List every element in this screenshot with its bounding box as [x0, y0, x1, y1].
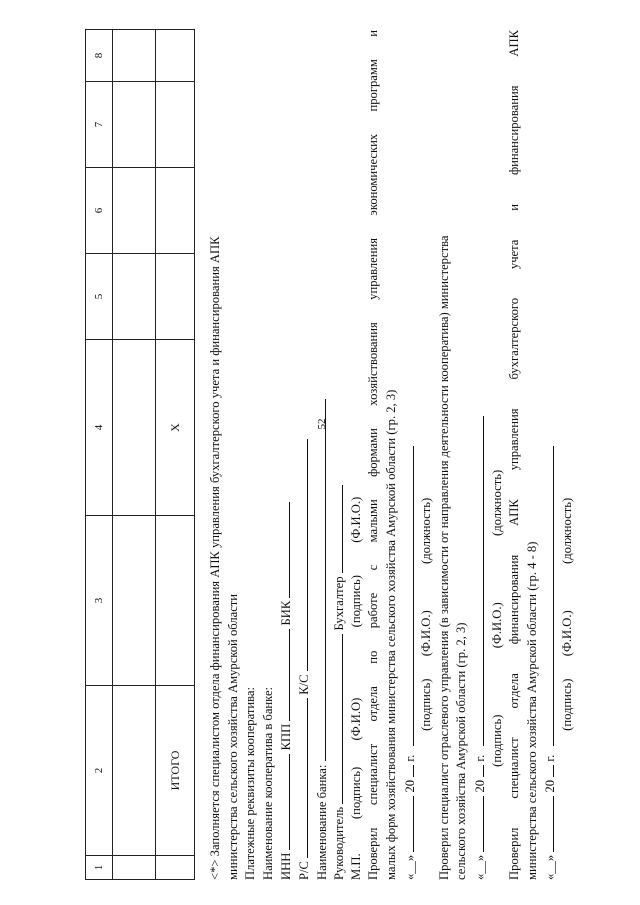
check-1-line-continued: малых форм хозяйствования министерства сельского хозяйства Амурской области (гр. 2, 3): [383, 389, 398, 880]
table-cell: [113, 340, 156, 516]
column-header: 7: [86, 82, 113, 168]
page-number: 52: [316, 418, 328, 430]
bik-blank: [277, 502, 290, 598]
signatories-line: [330, 30, 348, 880]
date-year-blank: [541, 765, 554, 777]
date-g: г.: [402, 754, 417, 762]
ks-blank: [295, 439, 308, 671]
check-2-signature-blank: [471, 416, 484, 746]
table-cell: [156, 30, 195, 82]
date-open: «__»: [472, 854, 487, 880]
form-notes: [207, 30, 576, 880]
table-cell: [113, 168, 156, 254]
date-year-blank: [471, 765, 484, 777]
column-header: 2: [86, 686, 113, 856]
date-open: «__»: [402, 854, 417, 880]
position-caption: (должность): [559, 497, 574, 564]
head-signature-blank: [330, 634, 343, 804]
rs-ks-line: [295, 30, 313, 880]
date-year-blank: [401, 765, 414, 777]
bank-name-label: Наименование банка:: [314, 764, 329, 880]
column-header: 1: [86, 856, 113, 880]
table-cell: [156, 82, 195, 168]
bik-label: БИК: [279, 600, 294, 626]
coop-bank-name-label: Наименование кооператива в банке:: [260, 686, 275, 880]
date-month-blank: [471, 796, 484, 852]
signature-caption: (подпись): [559, 678, 574, 731]
check-3-sign-line: [541, 30, 559, 880]
table-cell: [113, 254, 156, 340]
total-col4-mark: X: [156, 340, 195, 516]
accountant-signature-blank: [330, 485, 343, 573]
table-cell: [113, 856, 156, 880]
position-caption: (должность): [489, 469, 504, 536]
data-table: [85, 29, 195, 880]
kpp-label: КПП: [279, 723, 294, 751]
check-3-signature-blank: [541, 446, 554, 746]
check-3-line: Проверил специалист отдела финансирования АПК управления бухгалтерского учета и финансирования АПК: [507, 30, 522, 880]
date-g: г.: [543, 754, 558, 762]
date-month-blank: [401, 796, 414, 852]
mp-label: М.П.: [348, 853, 363, 880]
inn-blank: [277, 754, 290, 850]
signature-captions-line: [348, 30, 366, 880]
table-cell: [156, 254, 195, 340]
signature-caption: (подпись): [348, 766, 363, 820]
table-row: [113, 30, 156, 880]
table-cell: [113, 82, 156, 168]
signature-caption: (подпись): [419, 678, 434, 731]
column-header: 8: [86, 30, 113, 82]
rotated-page-content: [85, 30, 574, 880]
position-caption: (должность): [419, 497, 434, 564]
date-year: 20: [543, 779, 558, 793]
fio-caption: (Ф.И.О.): [559, 610, 574, 657]
kpp-blank: [277, 629, 290, 721]
date-year: 20: [402, 779, 417, 793]
inn-kpp-bik-line: [277, 30, 295, 880]
fio-caption: (Ф.И.О.): [348, 496, 363, 543]
check-2-line-continued: сельского хозяйства Амурской области (гр. 2, 3): [454, 622, 469, 880]
table-cell: [156, 168, 195, 254]
footnote-continued: министерства сельского хозяйства Амурской области: [225, 593, 240, 880]
inn-label: ИНН: [279, 852, 294, 880]
ks-label: К/С: [296, 674, 311, 695]
accountant-label: Бухгалтер: [332, 576, 347, 631]
table-cell: [156, 516, 195, 686]
column-header: 5: [86, 254, 113, 340]
check-1-line: Проверил специалист отдела по работе с малыми формами хозяйствования управления экономических программ и: [366, 30, 381, 880]
head-label: Руководитель: [332, 806, 347, 880]
check-2-line: Проверил специалист отраслевого управления (в зависимости от направления деятельности кооператива) министерства: [436, 235, 451, 880]
rs-label: Р/С: [296, 861, 311, 880]
fio-caption: (Ф.И.О.): [419, 610, 434, 657]
fio-caption: (Ф.И.О.): [489, 602, 504, 649]
table-total-row: [156, 30, 195, 880]
table-header-row: [86, 30, 113, 880]
table-cell: [113, 686, 156, 856]
date-g: г.: [472, 754, 487, 762]
check-1-captions-line: [418, 30, 436, 880]
date-month-blank: [541, 796, 554, 852]
date-year: 20: [472, 779, 487, 793]
check-2-sign-line: [471, 30, 489, 880]
table-cell: [156, 856, 195, 880]
check-1-sign-line: [401, 30, 419, 880]
bank-name-blank: [313, 399, 326, 761]
table-cell: [113, 30, 156, 82]
column-header: 4: [86, 340, 113, 516]
check-3-line-continued: министерства сельского хозяйства Амурской области (гр. 4 - 8): [524, 541, 539, 880]
fio-caption: (Ф.И.О): [348, 697, 363, 741]
date-open: «__»: [543, 854, 558, 880]
check-2-captions-line: [489, 30, 507, 880]
column-header: 6: [86, 168, 113, 254]
signature-caption: (подпись): [348, 575, 363, 628]
check-3-captions-line: [559, 30, 577, 880]
rs-blank: [295, 698, 308, 858]
total-label: ИТОГО: [156, 686, 195, 856]
footnote: <*> Заполняется специалистом отдела финансирования АПК управления бухгалтерского учета и финансирования АПК: [208, 236, 222, 880]
column-header: 3: [86, 516, 113, 686]
payment-details-heading: Платежные реквизиты кооператива:: [243, 687, 258, 880]
signature-caption: (подпись): [489, 714, 504, 767]
check-1-signature-blank: [401, 446, 414, 746]
bank-name-line: [313, 30, 331, 880]
table-cell: [113, 516, 156, 686]
